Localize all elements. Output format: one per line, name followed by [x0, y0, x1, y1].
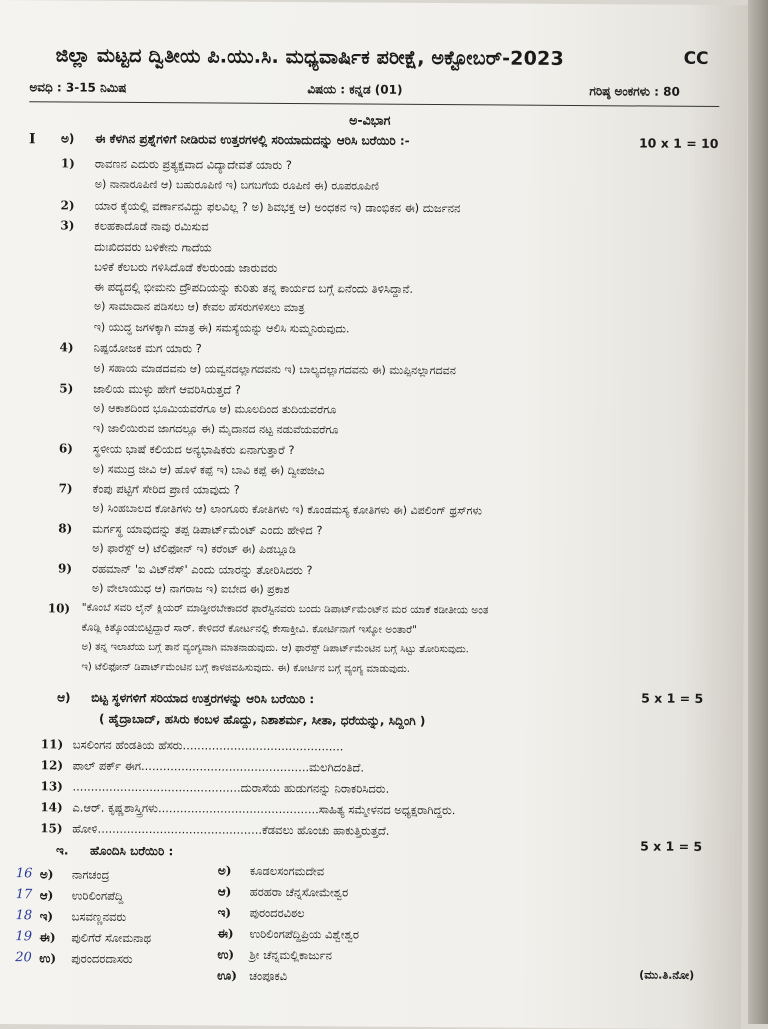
match-left-item: ಪುಲಿಗೆರೆ ಸೋಮನಾಥ — [71, 930, 152, 946]
poem-line: ದುಃಖಿದವರು ಬಳಿಕೇನು ಗಾದೆಯ — [94, 239, 212, 255]
part-c-marks: 5 x 1 = 5 — [640, 838, 703, 854]
question-options: ಅ) ಸಿಂಹಬಾಲದ ಕೋತಿಗಳು ಆ) ಲಾಂಗೂರು ಕೋತಿಗಳು ಇ) ಕೊಂಡಮಸ್ಯ ಕೋತಿಗಳು ಈ) ವಿಪಲಿಂಗ್ ಥ್ರಸ್‌ಗಳು — [92, 501, 483, 518]
match-left-number: ಈ) — [39, 930, 56, 945]
fill-blank-text: ಬಸಲಿಂಗನ ಹೆಂಡತಿಯ ಹೆಸರು............................................ — [72, 737, 344, 754]
match-left-number: ಅ) — [39, 867, 54, 882]
question-text: ಮರ್ಗಸ್ಥ ಯಾವುದನ್ನು ತಪ್ಪ ಡಿಪಾರ್ಟ್‌ಮೆಂಟ್ ಎಂದು ಹೇಳಿದ ? — [92, 521, 323, 538]
match-right-item: ಚಂಪೂಕವಿ — [249, 968, 288, 984]
duration: ಅವಧಿ : 3-15 ನಿಮಿಷ — [29, 80, 127, 95]
subject: ವಿಷಯ : ಕನ್ನಡ (01) — [307, 82, 403, 97]
handwritten-number: 17 — [15, 887, 33, 903]
question-text: ರಹಮಾನ್ 'ಐ ವಿಟ್‌ನೆಸ್' ಎಂದು ಯಾರನ್ನು ತೋರಿಸಿದರು ? — [91, 561, 313, 578]
question-options: ಅ) ವೇಲಾಯುಧ ಆ) ನಾಗರಾಜ ಇ) ಐಬೇದ ಈ) ಪ್ರಕಾಶ — [91, 581, 290, 597]
question-options: ಅ) ಸಾಮಾದಾನ ಪಡಿಸಲು ಆ) ಕೇವಲ ಹೆಸರುಗಳಿಸಲು ಮಾತ್ರ — [93, 299, 305, 315]
handwritten-number: 19 — [15, 929, 33, 945]
question-options: ಅ) ನಾನಾರೂಪಿಣಿ ಆ) ಬಹುರೂಪಿಣಿ ಇ) ಬಗಬಗೆಯ ರೂಪಿಣಿ ಈ) ರೂಪರೂಪಿಣಿ — [94, 177, 379, 193]
match-right-number: ಈ) — [217, 926, 234, 941]
question-options: ಅ) ತನ್ನ ಇಲಾಖೆಯ ಬಗ್ಗೆ ತಾನೆ ವ್ಯಂಗ್ಯವಾಗಿ ಮಾತನಾಡುವುದು. ಆ) ಫಾರೆಸ್ಟ್ ಡಿಪಾರ್ಟ್‌ಮೆಂಟಿನ ಬಗ್ಗೆ ಸಿಟ್ಟು ತೋರಿಸುವುದು. — [81, 641, 469, 656]
match-right-item: ಕೂಡಲಸಂಗಮದೇವ — [249, 863, 325, 879]
match-right-number: ಉ) — [217, 947, 235, 962]
max-marks: ಗರಿಷ್ಠ ಅಂಕಗಳು : 80 — [589, 84, 680, 99]
question-options: ಇ) ಯುದ್ಧ ಜಗಳಕ್ಕಾಗಿ ಮಾತ್ರ ಈ) ಸಮಸ್ಯೆಯನ್ನು ಆಲಿಸಿ ಸುಮ್ಮನಿರುವುದು. — [93, 320, 350, 336]
question-group-number: I — [28, 131, 36, 148]
section-title: ಅ-ವಿಭಾಗ — [349, 112, 391, 128]
question-options: ಇ) ಜಾಲಿಯಿರುವ ಜಾಗದಲ್ಲೂ ಈ) ಮೈದಾನದ ನಟ್ಟ ನಡುವೆಯವರೆಗೂ — [92, 421, 339, 437]
match-right-item: ಪುರಂದರವಿಠಲ — [249, 905, 305, 921]
question-options: ಅ) ಸಹಾಯ ಮಾಡದವನು ಆ) ಯವ್ವನದಲ್ಲಾಗದವನು ಇ) ಬಾಲ್ಯದಲ್ಲಾಗದವನು ಈ) ಮುಪ್ಪಿನಲ್ಲಾಗದವನ — [93, 361, 456, 378]
handwritten-number: 16 — [15, 866, 33, 882]
question-text: ರಾವಣನ ಎದುರು ಪ್ರತ್ಯಕ್ಷವಾದ ವಿದ್ಯಾದೇವತೆ ಯಾರು ? — [94, 156, 292, 173]
question-number: 4) — [59, 340, 74, 355]
question-number: 6) — [58, 441, 73, 456]
question-text: ಜಾಲಿಯ ಮುಳ್ಳು ಹೇಗೆ ಆವರಿಸಿರುತ್ತದೆ ? — [93, 381, 241, 397]
match-left-number: ಇ) — [39, 909, 54, 924]
part-a-marks: 10 x 1 = 10 — [638, 135, 719, 152]
question-text: ಯಾರ ಕೈಯಲ್ಲಿ ವರ್ಣಾನವಿದ್ದು ಫಲವಿಲ್ಲ ? ಅ) ಶಿವಭಕ್ತ ಆ) ಅಂಧಕನ ಇ) ಡಾಂಭಿಕನ ಈ) ದುರ್ಜನನ — [94, 198, 461, 216]
match-right-item: ಹರಹರಾ ಚೆನ್ನಸೋಮೇಶ್ವರ — [249, 884, 349, 900]
match-left-item: ಬಸವಣ್ಣನವರು — [71, 909, 127, 924]
question-text: ಸ್ಥಳೀಯ ಭಾಷೆ ಕಲಿಯದ ಅನ್ಯಭಾಷಿಕರು ಏನಾಗುತ್ತಾರೆ ? — [92, 441, 295, 458]
match-right-number: ಅ) — [217, 863, 232, 878]
question-number: 13) — [40, 779, 63, 794]
paper-code: CC — [683, 48, 709, 69]
page-shadow-edge — [748, 0, 768, 1024]
match-left-number: ಆ) — [39, 888, 54, 903]
fill-blank-text: ಎ.ಆರ್. ಕೃಷ್ಣಶಾಸ್ತ್ರಿಗಳು............................................ಸಾಹಿತ್ಯ ಸಮ್ಮೇಳನದ ಅಧ್ಯಕ್ಷರಾಗಿದ್ದರು. — [72, 800, 456, 818]
match-right-number: ಆ) — [217, 884, 232, 899]
part-a-instruction: ಈ ಕೆಳಗಿನ ಪ್ರಶ್ನೆಗಳಿಗೆ ನೀಡಿರುವ ಉತ್ತರಗಳಲ್ಲಿ ಸರಿಯಾದುದನ್ನು ಆರಿಸಿ ಬರೆಯಿರಿ :- — [94, 131, 410, 148]
question-number: 14) — [40, 800, 63, 815]
poem-line: ಬಳಿಕೆ ಕೆಲಬರು ಗಳಿಸಿದೊಡೆ ಕೆಲರುಂಡು ಜಾರುವರು — [94, 259, 278, 275]
poem-line: ಕಲಹಕಾದೊಡೆ ನಾವು ರಮಿಸುವ — [94, 218, 209, 234]
question-options: ಇ) ಟೆಲಿಫೋನ್ ಡಿಪಾರ್ಟ್‌ಮೆಂಟಿನ ಬಗ್ಗೆ ಕಾಳಜಿವಹಿಸುವುದು. ಈ) ಕೋರ್ಟಿನ ಬಗ್ಗೆ ವ್ಯಂಗ್ಯ ಮಾಡುವುದು. — [81, 661, 411, 675]
question-number: 1) — [60, 156, 75, 171]
question-number: 10) — [47, 601, 71, 616]
part-a-label: ಅ) — [60, 131, 75, 146]
handwritten-number: 18 — [15, 908, 33, 924]
handwritten-number: 20 — [15, 950, 32, 966]
part-b-word-bank: ( ಹೈದ್ರಾಬಾದ್, ಹಸಿರು ಕಂಬಳ ಹೊದ್ದು, ನಿಶಾಶರ್ಮ, ಸೀತಾ, ಧರೆಯನ್ನು, ಸಿದ್ದಿಂಗಿ ) — [98, 711, 426, 728]
header-divider — [29, 101, 719, 107]
question-number: 5) — [59, 381, 74, 396]
page-turn-note: (ಮು.ತಿ.ನೋ) — [639, 968, 695, 982]
question-text: ನಿಷ್ಪಯೋಜಕ ಮಗ ಯಾರು ? — [93, 340, 202, 356]
question-options: ಅ) ಸಮುದ್ರ ಜೀವಿ ಆ) ಹೊಳೆ ಕಪ್ಪೆ ಇ) ಬಾವಿ ಕಪ್ಪೆ ಈ) ದ್ವೀಪಜೀವಿ — [92, 462, 325, 478]
match-right-item: ಉರಿಲಿಂಗಪೆದ್ದಿಪ್ರಿಯ ವಿಶ್ವೇಶ್ವರ — [249, 926, 360, 942]
part-c-label: ಇ. — [56, 843, 69, 858]
match-left-item: ಉರಿಲಿಂಗಪೆದ್ದಿ — [71, 888, 124, 903]
question-number: 15) — [40, 821, 63, 836]
fill-blank-text: ಹೋಳಿ.............................................ಕೆಡವಲು ಹೊಂಚು ಹಾಕುತ್ತಿರುತ್ತದೆ. — [72, 821, 390, 838]
part-b-marks: 5 x 1 = 5 — [641, 690, 704, 706]
match-left-number: ಉ) — [39, 951, 57, 966]
exam-title: ಜಿಲ್ಲಾ ಮಟ್ಟದ ದ್ವಿತೀಯ ಪಿ.ಯು.ಸಿ. ಮಧ್ಯವಾರ್ಷಿಕ ಪರೀಕ್ಷೆ, ಅಕ್ಟೋಬರ್-2023 — [55, 44, 564, 70]
match-left-item: ನಾಗಚಂದ್ರ — [71, 867, 110, 882]
question-number: 3) — [60, 218, 75, 233]
match-left-item: ಪುರಂದರದಾಸರು — [71, 951, 133, 966]
question-number: 8) — [58, 521, 73, 536]
part-c-instruction: ಹೊಂದಿಸಿ ಬರೆಯಿರಿ : — [90, 843, 174, 859]
question-text: "ಕೊಂಬೆ ಸವರಿ ಲೈನ್ ಕ್ಲಿಯರ್ ಮಾಡ್ತೀರಬೇಕಾದರೆ ಫಾರೆಸ್ಟಿನವರು ಬಂದು ಡಿಪಾರ್ಟ್‌ಮೆಂಟ್‌ನ ಮರ ಯಾಕೆ ಕಡೀತೀಯ ಅಂತ — [81, 601, 489, 617]
question-options: ಅ) ಫಾರೆಸ್ಟ್ ಆ) ಟೆಲಿಫೋನ್ ಇ) ಕರೆಂಟ್ ಈ) ಪಿಡಬ್ಲೂಡಿ — [92, 541, 296, 557]
question-options: ಅ) ಆಕಾಶದಿಂದ ಭೂಮಿಯವರೆಗೂ ಆ) ಮೂಲದಿಂದ ತುದಿಯವರೆಗೂ — [93, 401, 337, 417]
fill-blank-text: ..............................................ದುರಾಸೆಯ ಹುಡುಗನನ್ನು ನಿರಾಕರಿಸಿದರು. — [72, 779, 390, 796]
match-right-item: ಶ್ರೀ ಚೆನ್ನಮಲ್ಲಿಕಾರ್ಜುನ — [249, 947, 333, 963]
part-b-label: ಆ) — [57, 690, 71, 705]
question-text: ಕೊಡ್ಲಿ ಕಿತ್ಕೊಂಡುಬಿಟ್ಟಿದ್ದಾರೆ ಸಾರ್. ಕೇಳಿದರೆ ಕೋರ್ಟನಲ್ಲಿ ಕೇಸಾಕ್ತೀವಿ. ಕೋರ್ಟಿನಾಗೆ ಇಸ್ಕೋ ಅಂತಾರೆ" — [81, 621, 417, 636]
question-text: ಕೆಂಪು ಪಟ್ಟಿಗೆ ಸೇರಿದ ಪ್ರಾಣಿ ಯಾವುದು ? — [92, 481, 240, 497]
match-right-number: ಇ) — [217, 905, 232, 920]
match-right-number: ಊ) — [217, 968, 238, 983]
fill-blank-text: ಪಾಲ್ ಪರ್ಕ್ ಈಗ..............................................ಮಲಗಿದಂತಿದೆ. — [72, 758, 365, 775]
question-number: 11) — [40, 737, 64, 752]
question-text: ಈ ಪದ್ಯದಲ್ಲಿ ಭೀಮನು ದ್ರೌಪದಿಯನ್ನು ಕುರಿತು ತನ್ನ ಕಾರ್ಯದ ಬಗ್ಗೆ ಏನೆಂದು ತಿಳಿಸಿದ್ದಾನೆ. — [93, 279, 414, 296]
question-number: 2) — [60, 198, 75, 213]
part-b-instruction: ಬಿಟ್ಟ ಸ್ಥಳಗಳಿಗೆ ಸರಿಯಾದ ಉತ್ತರಗಳನ್ನು ಆರಿಸಿ ಬರೆಯಿರಿ : — [91, 690, 315, 707]
question-number: 9) — [57, 561, 73, 576]
question-number: 12) — [40, 758, 64, 773]
question-number: 7) — [58, 481, 73, 496]
